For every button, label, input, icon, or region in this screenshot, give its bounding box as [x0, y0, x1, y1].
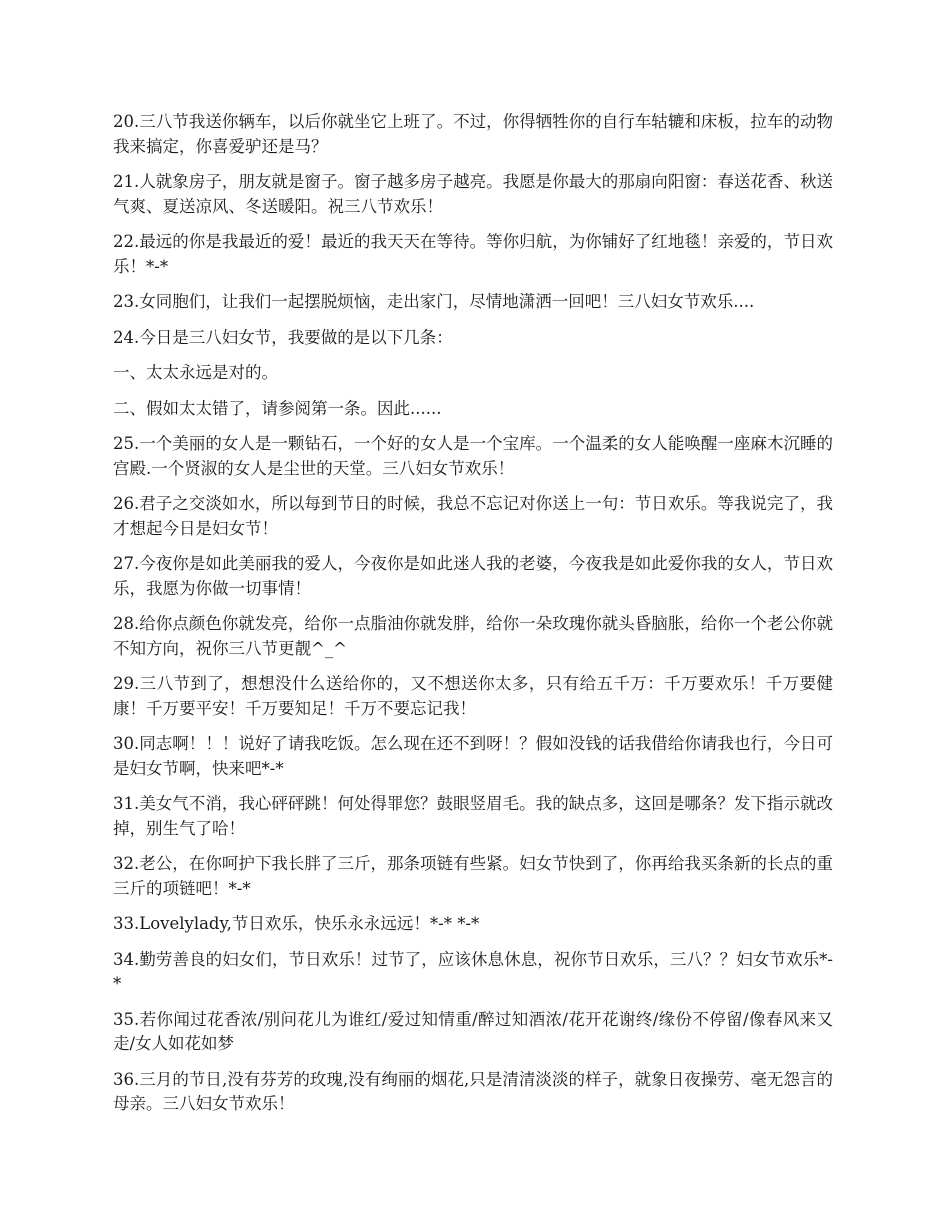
- paragraph-35: 35.若你闻过花香浓/别问花儿为谁红/爱过知情重/醉过知酒浓/花开花谢终/缘份不停留/像春风来又走/女人如花如梦: [113, 1009, 833, 1053]
- paragraph-24-item-1: 一、太太永远是对的。: [113, 363, 278, 382]
- document-body: [113, 110, 833, 1128]
- paragraph-22: 22.最远的你是我最近的爱！最近的我天天在等待。等你归航，为你铺好了红地毯！亲爱的，节日欢乐！*-*: [113, 232, 833, 276]
- paragraph-27: 27.今夜你是如此美丽我的爱人，今夜你是如此迷人我的老婆，今夜我是如此爱你我的女人，节日欢乐，我愿为你做一切事情！: [113, 554, 833, 598]
- paragraph-31: 31.美女气不消，我心砰砰跳！何处得罪您？鼓眼竖眉毛。我的缺点多，这回是哪条？发下指示就改掉，别生气了哈！: [113, 794, 833, 838]
- paragraph-36: 36.三月的节日,没有芬芳的玫瑰,没有绚丽的烟花,只是清清淡淡的样子，就象日夜操劳、毫无怨言的母亲。三八妇女节欢乐！: [113, 1069, 833, 1113]
- paragraph-29: 29.三八节到了，想想没什么送给你的，又不想送你太多，只有给五千万：千万要欢乐！千万要健康！千万要平安！千万要知足！千万不要忘记我！: [113, 674, 833, 718]
- paragraph-30: 30.同志啊！！！说好了请我吃饭。怎么现在还不到呀！？假如没钱的话我借给你请我也行，今日可是妇女节啊，快来吧*-*: [113, 734, 833, 778]
- paragraph-24: 24.今日是三八妇女节，我要做的是以下几条：: [113, 327, 453, 347]
- paragraph-21: 21.人就象房子，朋友就是窗子。窗子越多房子越亮。我愿是你最大的那扇向阳窗：春送花香、秋送气爽、夏送凉风、冬送暖阳。祝三八节欢乐！: [113, 172, 833, 216]
- paragraph-28: 28.给你点颜色你就发亮，给你一点脂油你就发胖，给你一朵玫瑰你就头昏脑胀，给你一个老公你就不知方向，祝你三八节更靓^_^: [113, 614, 833, 658]
- paragraph-25: 25.一个美丽的女人是一颗钻石，一个好的女人是一个宝库。一个温柔的女人能唤醒一座麻木沉睡的宫殿.一个贤淑的女人是尘世的天堂。三八妇女节欢乐！: [113, 434, 833, 478]
- paragraph-32: 32.老公，在你呵护下我长胖了三斤，那条项链有些紧。妇女节快到了，你再给我买条新的长点的重三斤的项链吧！*-*: [113, 854, 833, 898]
- paragraph-26: 26.君子之交淡如水，所以每到节日的时候，我总不忘记对你送上一句：节日欢乐。等我说完了，我才想起今日是妇女节！: [113, 494, 833, 538]
- paragraph-33: 33.Lovelylady,节日欢乐，快乐永永远远！*-* *-*: [113, 914, 480, 933]
- paragraph-23: 23.女同胞们，让我们一起摆脱烦恼，走出家门，尽情地潇洒一回吧！三八妇女节欢乐....: [113, 292, 755, 311]
- paragraph-20: 20.三八节我送你辆车，以后你就坐它上班了。不过，你得牺牲你的自行车轱辘和床板，拉车的动物我来搞定，你喜爱驴还是马？: [113, 112, 833, 156]
- paragraph-24-item-2: 二、假如太太错了，请参阅第一条。因此......: [113, 398, 442, 418]
- paragraph-34: 34.勤劳善良的妇女们，节日欢乐！过节了，应该休息休息，祝你节日欢乐，三八？？妇女节欢乐*-*: [113, 949, 833, 993]
